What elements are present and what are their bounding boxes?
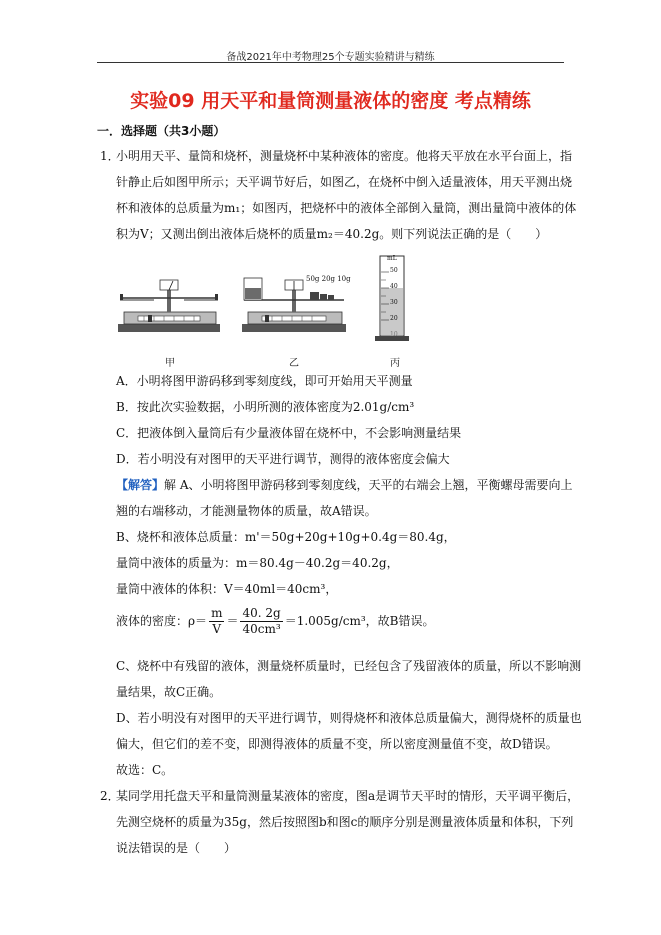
option-b: B．按此次实验数据，小明所测的液体密度为2.01g/cm³	[116, 400, 415, 414]
figure-caption-a: 甲	[165, 358, 175, 369]
solution-line: 偏大，但它们的差不变，即测得液体的质量不变，所以密度测量值不变，故D错误。	[116, 737, 558, 751]
option-d: D．若小明没有对图甲的天平进行调节，测得的液体密度会偏大	[116, 452, 450, 466]
question-1-line: 小明用天平、量筒和烧杯，测量烧杯中某种液体的密度。他将天平放在水平台面上，指	[116, 149, 573, 163]
question-2-line: 说法错误的是（ ）	[116, 841, 237, 855]
header-rule	[97, 62, 564, 63]
solution-choice: 故选：C。	[116, 763, 174, 777]
cylinder-tick-label: 10	[390, 331, 398, 338]
equals-sign: ＝	[226, 614, 239, 628]
option-c: C．把液体倒入量筒后有少量液体留在烧杯中，不会影响测量结果	[116, 426, 462, 440]
solution-line: B、烧杯和液体总质量：m'＝50g+20g+10g+0.4g＝80.4g，	[116, 530, 456, 544]
question-1-line: 积为V；又测出倒出液体后烧杯的质量m₂＝40.2g。则下列说法正确的是（ ）	[116, 227, 548, 241]
cylinder-tick-label: 30	[390, 299, 398, 306]
cylinder-tick-label: 20	[390, 315, 398, 322]
density-prefix: 液体的密度：ρ＝	[116, 614, 208, 628]
fraction-denominator: V	[212, 622, 222, 636]
fraction-denominator: 40cm³	[242, 622, 281, 636]
solution-tag: 【解答】	[116, 478, 165, 492]
cylinder-tick-label: 50	[390, 267, 398, 274]
density-formula	[116, 606, 435, 637]
solution-line	[116, 477, 573, 493]
figure-caption-c: 丙	[390, 358, 400, 369]
solution-line: 量筒中液体的体积：V＝40ml＝40cm³，	[116, 582, 338, 596]
section-heading: 一．选择题（共3小题）	[97, 124, 226, 138]
solution-line: 翘的右端移动，才能测量物体的质量，故A错误。	[116, 504, 377, 518]
weights-label: 50g 20g 10g	[306, 275, 351, 283]
running-header: 备战2021年中考物理25个专题实验精讲与精练	[226, 52, 435, 63]
fraction-m-over-v	[209, 606, 224, 637]
solution-text: 解 A、小明将图甲游码移到零刻度线，天平的右端会上翘，平衡螺母需要向上	[164, 478, 573, 492]
fraction-values	[240, 606, 282, 637]
cylinder-unit-label: mL	[387, 255, 397, 262]
question-2-number: 2．	[100, 789, 120, 803]
solution-line: C、烧杯中有残留的液体，测量烧杯质量时，已经包含了残留液体的质量，所以不影响测	[116, 659, 582, 673]
solution-line: D、若小明没有对图甲的天平进行调节，则得烧杯和液体总质量偏大，测得烧杯的质量也	[116, 711, 582, 725]
question-1-line: 杯和液体的总质量为m₁；如图丙，把烧杯中的液体全部倒入量筒，测出量筒中液体的体	[116, 201, 577, 215]
solution-line: 量结果，故C正确。	[116, 685, 222, 699]
question-1-line: 针静止后如图甲所示；天平调节好后，如图乙，在烧杯中倒入适量液体，用天平测出烧	[116, 175, 573, 189]
question-2-line: 先测空烧杯的质量为35g，然后按照图b和图c的顺序分别是测量液体质量和体积，下列	[116, 815, 574, 829]
question-1-number: 1．	[100, 149, 120, 163]
question-2-line: 某同学用托盘天平和量筒测量某液体的密度，图a是调节天平时的情形，天平调平衡后，	[116, 789, 580, 803]
figure-caption-b: 乙	[289, 358, 299, 369]
fraction-numerator: 40. 2g	[242, 606, 281, 620]
fraction-numerator: m	[211, 606, 223, 620]
cylinder-tick-label: 40	[390, 283, 398, 290]
page-title: 实验09 用天平和量筒测量液体的密度 考点精练	[130, 90, 531, 112]
density-suffix: ＝1.005g/cm³，故B错误。	[284, 614, 435, 628]
option-a: A．小明将图甲游码移到零刻度线，即可开始用天平测量	[116, 374, 413, 388]
solution-line: 量筒中液体的质量为：m＝80.4g－40.2g＝40.2g，	[116, 556, 399, 570]
balance-figure-a	[114, 272, 224, 342]
